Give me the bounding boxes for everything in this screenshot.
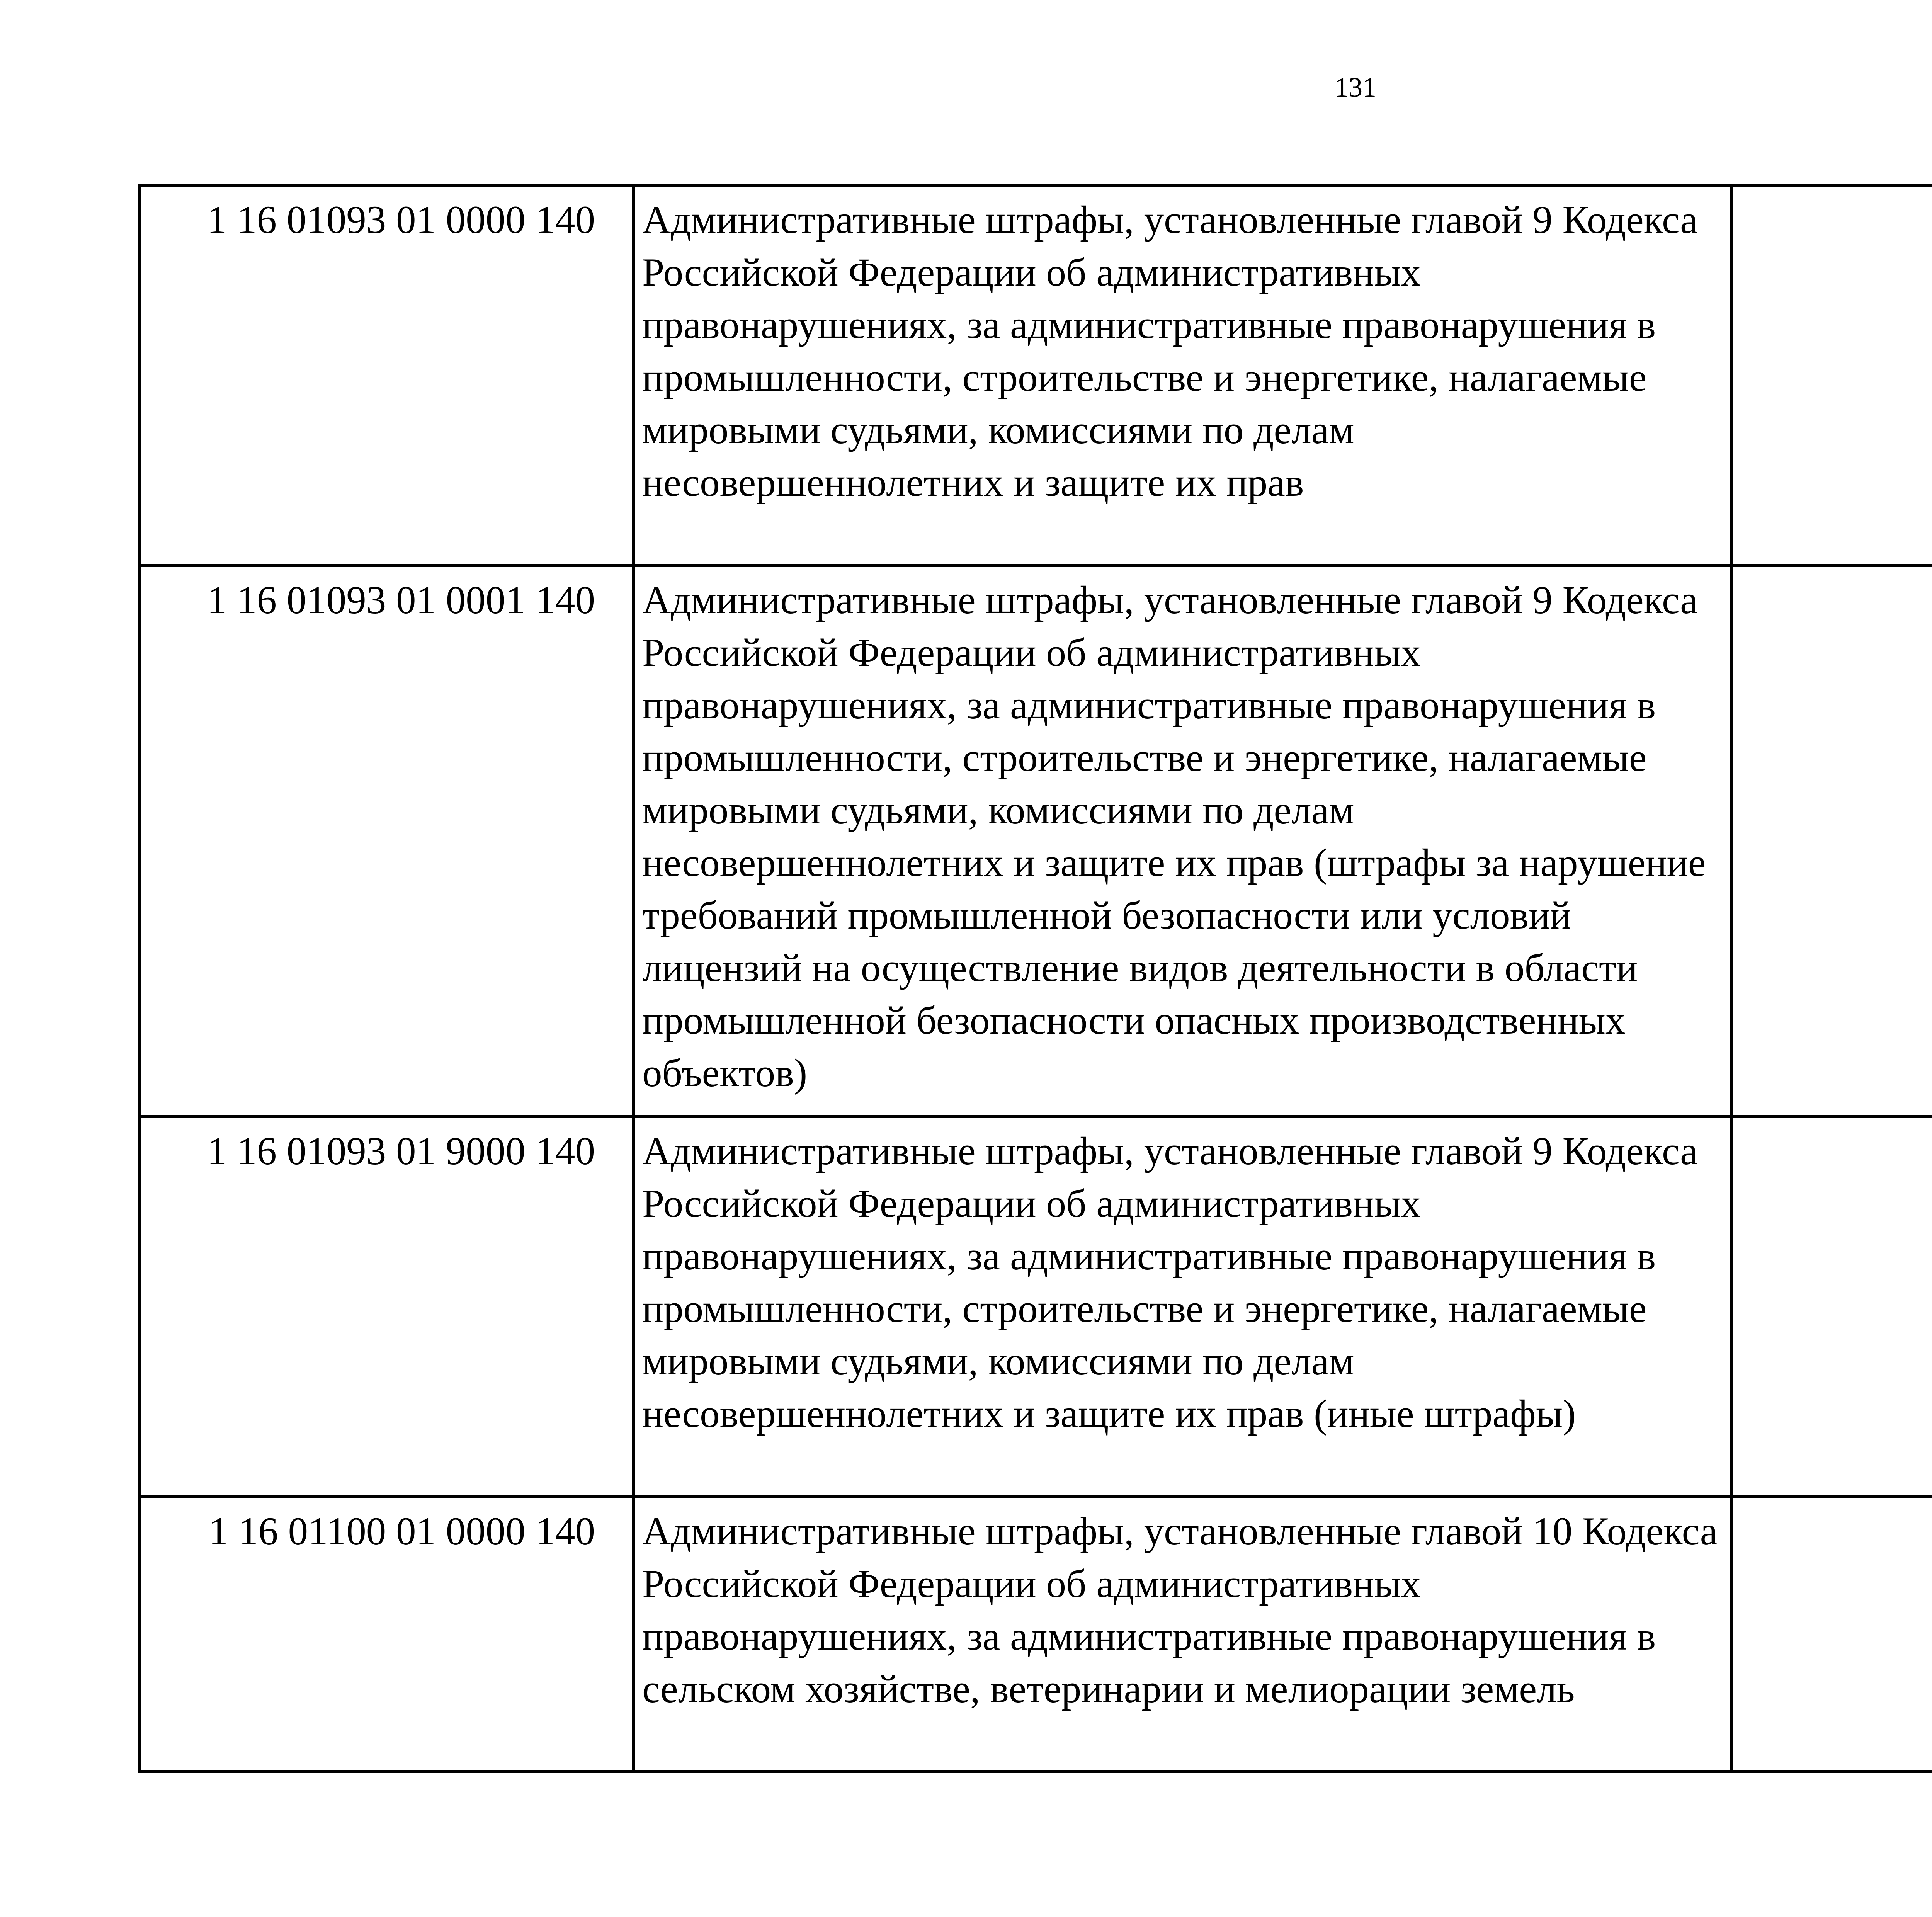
budget-code-cell: 1 16 01093 01 0001 140	[140, 565, 634, 1116]
amount-cell-year-1	[1732, 1497, 1932, 1772]
revenue-table	[138, 184, 1932, 1773]
budget-code-cell: 1 16 01100 01 0000 140	[140, 1497, 634, 1772]
amount-cell-year-1	[1732, 185, 1932, 565]
table-row	[140, 185, 1932, 565]
budget-code-cell: 1 16 01093 01 0000 140	[140, 185, 634, 565]
description-cell: Административные штрафы, установленные главой 9 Кодекса Российской Федерации об административных правонарушениях, за административные правонарушения в промышленности, строительстве и энергетике, налагаемые мировыми судьями, комиссиями по делам несовершеннолетних и защите их прав	[634, 185, 1732, 565]
table-row	[140, 1116, 1932, 1497]
table-row	[140, 565, 1932, 1116]
page-number: 131	[1335, 72, 1376, 103]
description-cell: Административные штрафы, установленные главой 9 Кодекса Российской Федерации об административных правонарушениях, за административные правонарушения в промышленности, строительстве и энергетике, налагаемые мировыми судьями, комиссиями по делам несовершеннолетних и защите их прав (штрафы за нарушение требований промышленной безопасности или условий лицензий на осуществление видов деятельности в области промышленной безопасности опасных производственных объектов)	[634, 565, 1732, 1116]
amount-cell-year-1	[1732, 565, 1932, 1116]
description-cell: Административные штрафы, установленные главой 10 Кодекса Российской Федерации об административных правонарушениях, за административные правонарушения в сельском хозяйстве, ветеринарии и мелиорации земель	[634, 1497, 1732, 1772]
description-cell: Административные штрафы, установленные главой 9 Кодекса Российской Федерации об административных правонарушениях, за административные правонарушения в промышленности, строительстве и энергетике, налагаемые мировыми судьями, комиссиями по делам несовершеннолетних и защите их прав (иные штрафы)	[634, 1116, 1732, 1497]
table-row	[140, 1497, 1932, 1772]
budget-code-cell: 1 16 01093 01 9000 140	[140, 1116, 634, 1497]
amount-cell-year-1	[1732, 1116, 1932, 1497]
